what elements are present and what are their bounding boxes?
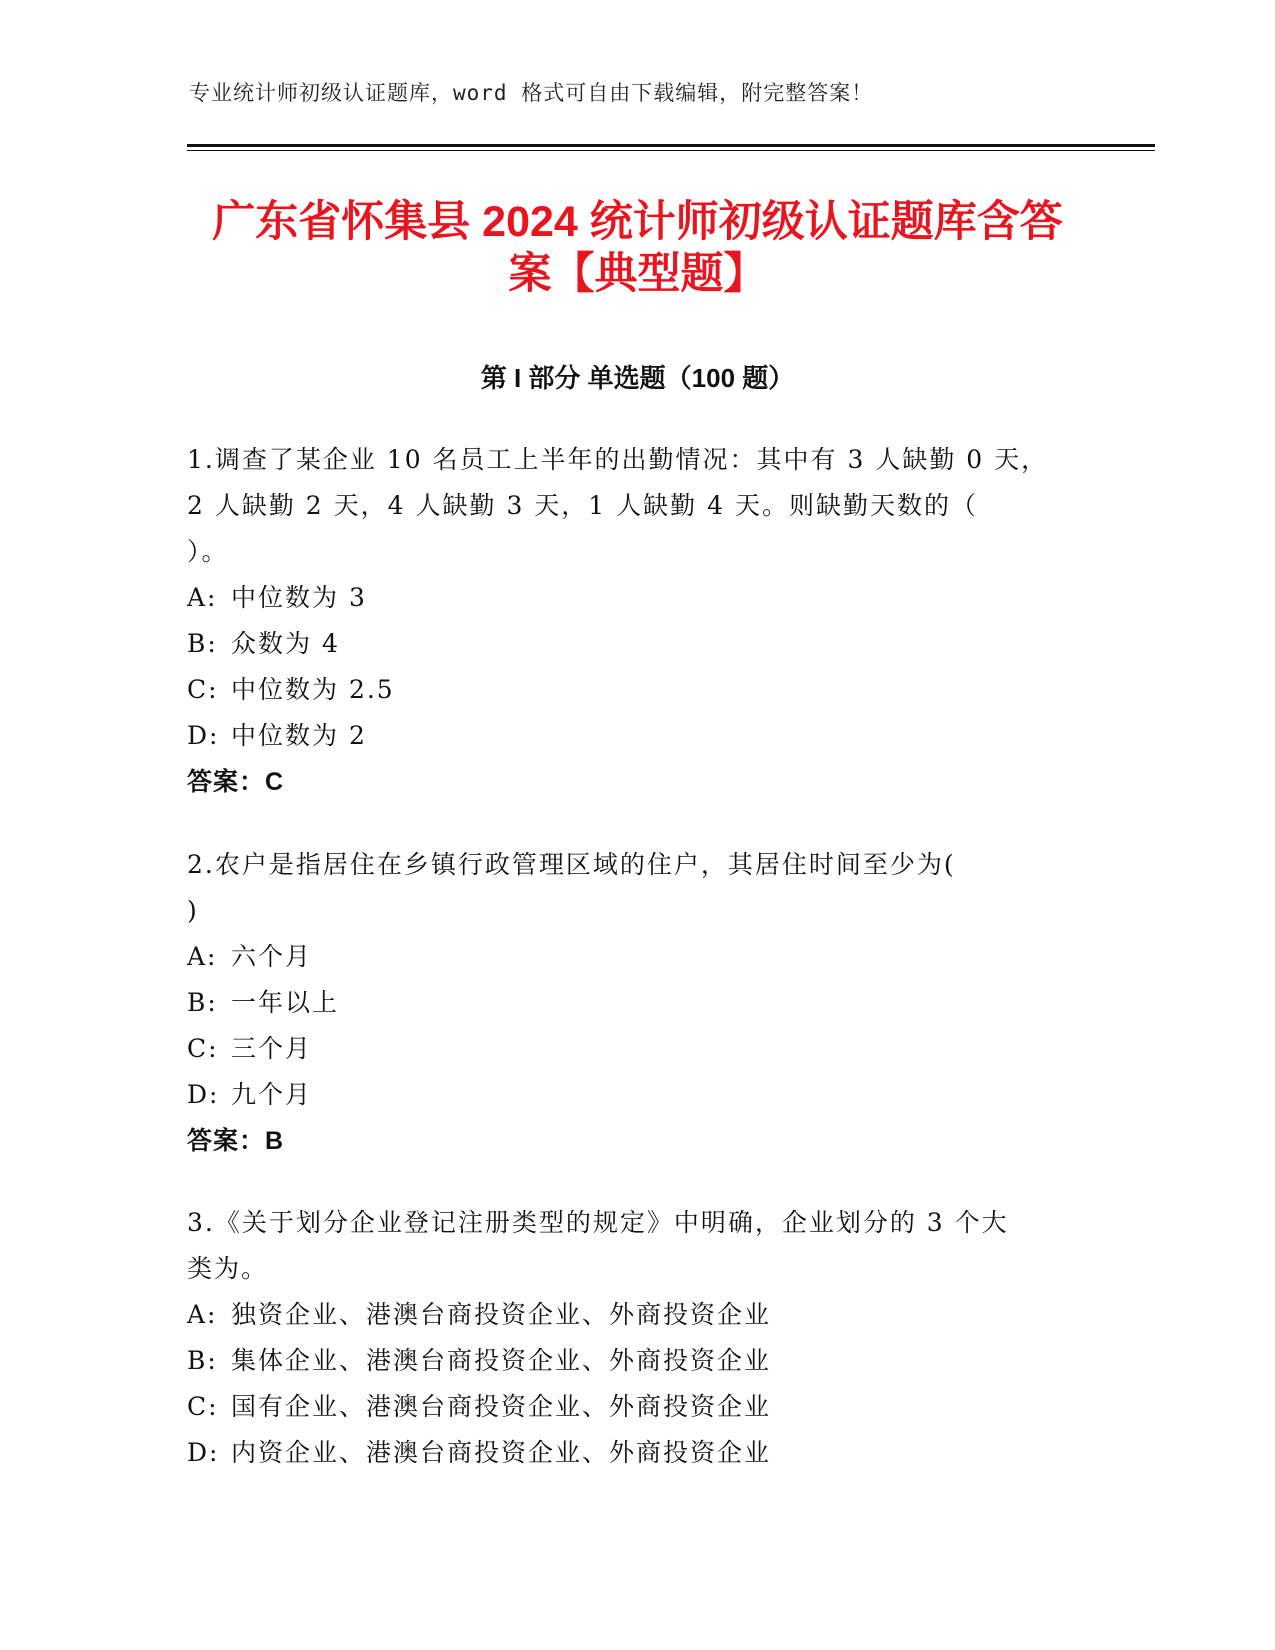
header-rule-thin [187,150,1155,151]
option-text: 中位数为 2.5 [231,675,395,704]
title-line-2: 案【典型题】 [508,250,767,298]
option-c [187,1026,1067,1072]
option-text: 众数为 4 [231,629,340,658]
option-a [187,934,1067,980]
option-text: 集体企业、港澳台商投资企业、外商投资企业 [231,1346,772,1375]
document-title [170,196,1105,300]
option-key: A: [187,1300,218,1329]
option-text: 一年以上 [231,988,340,1017]
option-key: D: [187,1438,220,1467]
option-c [187,1384,1067,1430]
question-stem-line: ) [187,896,199,925]
question-3 [187,1200,1067,1476]
question-stem-line: 3.《关于划分企业登记注册类型的规定》中明确，企业划分的 3 个大 [187,1208,1009,1237]
question-stem-line: 类为。 [187,1254,269,1283]
option-key: A: [187,942,218,971]
title-line-1: 广东省怀集县 2024 统计师初级认证题库含答 [212,198,1063,246]
question-2 [187,842,1067,1164]
option-text: 三个月 [231,1034,313,1063]
option-d [187,1430,1067,1476]
option-text: 中位数为 3 [231,583,367,612]
option-b [187,980,1067,1026]
option-key: C: [187,675,219,704]
question-stem-line: 2 人缺勤 2 天，4 人缺勤 3 天，1 人缺勤 4 天。则缺勤天数的（ [187,491,978,520]
header-note: 专业统计师初级认证题库，word 格式可自由下载编辑，附完整答案！ [189,81,874,105]
option-text: 中位数为 2 [231,721,367,750]
question-stem-line: 1.调查了某企业 10 名员工上半年的出勤情况：其中有 3 人缺勤 0 天， [187,445,1049,474]
option-key: D: [187,721,220,750]
option-key: D: [187,1080,220,1109]
section-title: 第 I 部分 单选题（100 题） [480,363,795,393]
option-a [187,1292,1067,1338]
option-text: 九个月 [231,1080,313,1109]
question-stem-line: ）。 [187,537,229,566]
option-b [187,621,1067,667]
option-key: B: [187,988,218,1017]
option-key: B: [187,1346,218,1375]
option-key: C: [187,1034,219,1063]
option-d [187,1072,1067,1118]
option-text: 国有企业、港澳台商投资企业、外商投资企业 [231,1392,772,1421]
option-c [187,667,1067,713]
header-rule-thick [187,144,1155,147]
question-stem-line: 2.农户是指居住在乡镇行政管理区域的住户，其居住时间至少为( [187,850,956,879]
option-text: 独资企业、港澳台商投资企业、外商投资企业 [231,1300,772,1329]
option-text: 六个月 [231,942,313,971]
option-key: A: [187,583,218,612]
option-b [187,1338,1067,1384]
answer-line: 答案：B [187,1127,285,1155]
answer-line: 答案：C [187,768,285,796]
option-text: 内资企业、港澳台商投资企业、外商投资企业 [231,1438,772,1467]
option-key: C: [187,1392,219,1421]
question-1 [187,437,1067,805]
option-d [187,713,1067,759]
option-key: B: [187,629,218,658]
option-a [187,575,1067,621]
